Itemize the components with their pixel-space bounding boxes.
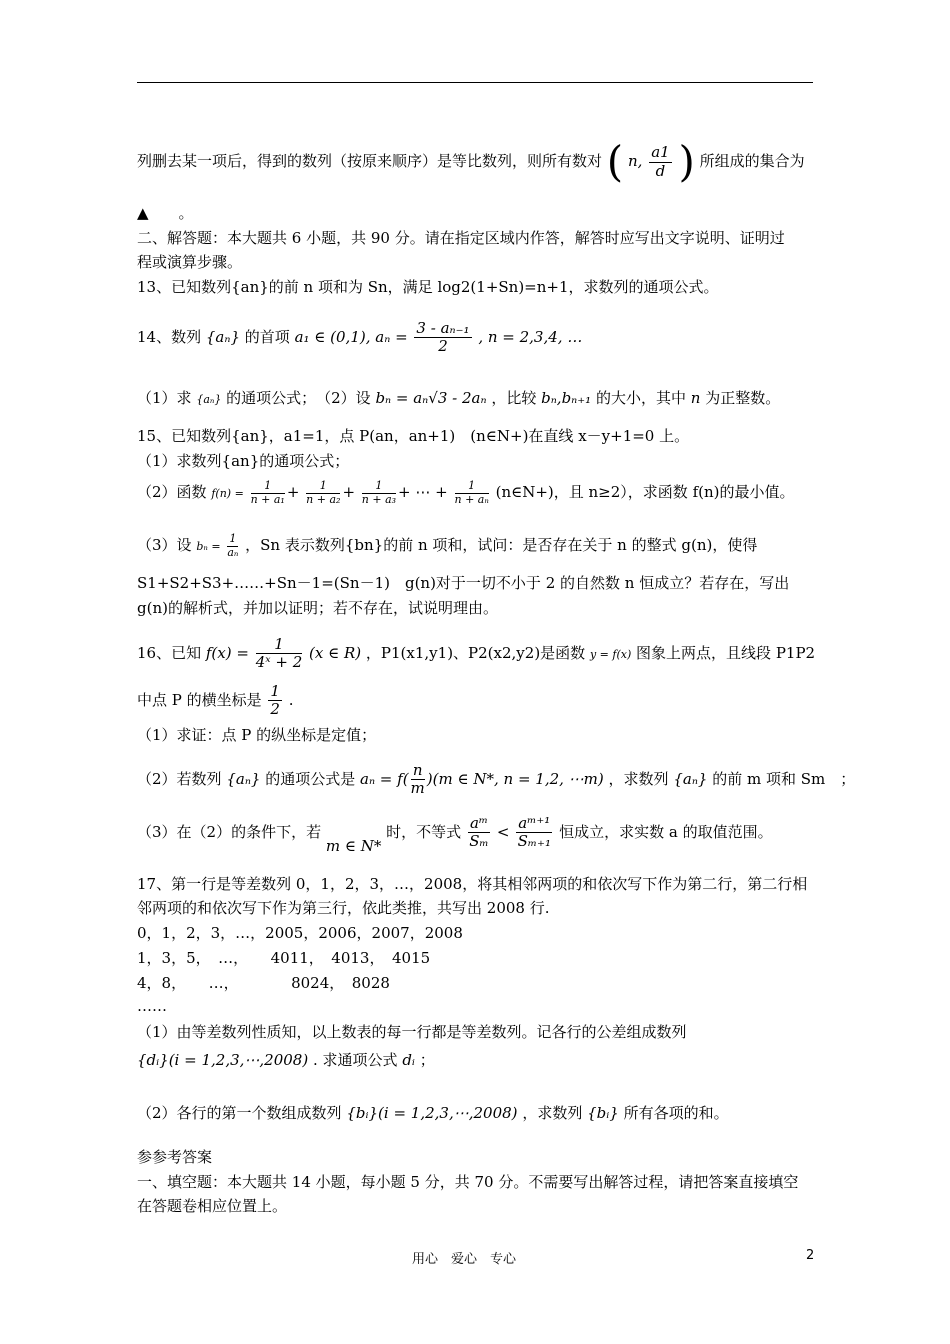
table-ellipsis: …… (137, 997, 167, 1015)
formula: a₁ ∈ (0,1), (294, 327, 371, 346)
problem-14-parts: （1）求 {aₙ} 的通项公式； （2）设 bₙ = aₙ√3 - 2aₙ ，比较 bₙ,bₙ₊₁ 的大小，其中 n 为正整数。 (137, 389, 781, 407)
problem-14: 14、数列 {aₙ} 的首项 a₁ ∈ (0,1), aₙ = $\frac{\text{3 - aₙ₋₁}}{2}$ , n = 2,3,4, … (137, 319, 583, 356)
formula: bₙ,bₙ₊₁ (541, 389, 592, 407)
line-20: 邻两项的和依次写下作为第三行，依此类推，共写出 2008 行. (137, 899, 550, 917)
line-26: {dᵢ}(i = 1,2,3,⋯,2008) . 求通项公式 dᵢ ； (137, 1051, 435, 1069)
header-rule (137, 82, 813, 83)
line-4: 程或演算步骤。 (137, 253, 243, 271)
formula: aₙ = (375, 327, 408, 346)
problem-16: 16、已知 f(x) = $\frac{1}{\text{4ˣ + 2}}$ (x ∈ R) ，P1(x1,y1)、P2(x2,y2)是函数 y = f(x) 图象上两点，且线段 P1P2 (137, 635, 816, 672)
formula: {aₙ} (205, 327, 240, 346)
formula: , n = 2,3,4, … (478, 327, 583, 346)
problem-16-1: （1）求证：点 P 的纵坐标是定值； (137, 726, 377, 744)
problem-17-1: （1）由等差数列性质知，以上数表的每一行都是等差数列。记各行的公差组成数列 (137, 1023, 687, 1041)
problem-13: 13、已知数列{an}的前 n 项和为 Sn，满足 log2(1+Sn)=n+1，求数列的通项公式。 (137, 278, 719, 296)
problem-16-2: （2）若数列 {aₙ} 的通项公式是 aₙ = f( $\frac{n}{m}$ )(m ∈ N*, n = 1,2, ⋯m) ，求数列 {aₙ} 的前 m 项和 Sm ； (137, 761, 856, 798)
page-number: 2 (806, 1248, 815, 1263)
problem-15-2: （2）函数 f(n) = $\frac{1}{\text{n + a₁}}$ + $\frac{1}{\text{n + a₂}}$ + $\frac{1}{\text{n + a₃}}$ + ⋯ + $\frac{1}{\text{n + aₙ}}$ (n∈N+)，且 n≥2），求函数 f(n)的最小值。 (137, 479, 795, 506)
recurrence-fraction: $\frac{\text{3 - aₙ₋₁}}{2}$ (416, 319, 470, 356)
text: 所组成的集合为 (699, 152, 805, 170)
problem-15: 15、已知数列{an}，a1=1，点 P(an，an+1) (n∈N+)在直线 x－y+1=0 上。 (137, 427, 690, 445)
problem-17-2: （2）各行的第一个数组成数列 {bᵢ}(i = 1,2,3,⋯,2008) ，求数列 {bᵢ} 所有各项的和。 (137, 1104, 729, 1122)
answers-heading: 参参考答案 (137, 1148, 213, 1166)
table-row-1: 0，1，2，3，…，2005，2006，2007，2008 (137, 924, 463, 942)
footer-text: 用心 爱心 专心 (412, 1252, 517, 1267)
line-1 (137, 137, 805, 186)
line-30: 在答题卷相应位置上。 (137, 1197, 288, 1215)
text: 列删去某一项后，得到的数列（按原来顺序）是等比数列，则所有数对 (137, 152, 603, 170)
line-13: g(n)的解析式，并加以证明；若不存在，试说明理由。 (137, 599, 498, 617)
problem-16-3: （3）在（2）的条件下，若 m ∈ N* 时，不等式 $\frac{\text{aᵐ}}{\text{Sₘ}}$ < $\frac{\text{aᵐ⁺¹}}{\text{Sₘ₊₁}}$ 恒成立，求实数 a 的取值范围。 (137, 814, 773, 855)
pair-formula: ( n, $\frac{a1}{d}$ ) (606, 137, 695, 186)
problem-15-3: （3）设 bₙ = $\frac{1}{\text{aₙ}}$ ，Sn 表示数列{bn}的前 n 项和，试问：是否存在关于 n 的整式 g(n)，使得 (137, 532, 758, 559)
line-3: 二、解答题：本大题共 6 小题，共 90 分。请在指定区域内作答，解答时应写出文字说明、证明过 (137, 229, 785, 247)
problem-17: 17、第一行是等差数列 0，1，2，3，…，2008，将其相邻两项的和依次写下作为第二行，第二行相 (137, 875, 808, 893)
problem-15-1: （1）求数列{an}的通项公式； (137, 452, 350, 470)
line-29: 一、填空题：本大题共 14 小题，每小题 5 分，共 70 分。不需要写出解答过程，请把答案直接填空 (137, 1173, 799, 1191)
table-row-3: 4，8， …， 8024， 8028 (137, 974, 390, 992)
line-12: S1+S2+S3+……+Sn－1=(Sn－1) g(n)对于一切不小于 2 的自然数 n 恒成立？若存在，写出 (137, 574, 790, 592)
line-2: ▲ 。 (137, 204, 194, 222)
line-15: 中点 P 的横坐标是 $\frac{1}{2}$ . (137, 682, 294, 719)
table-row-2: 1，3，5， …， 4011， 4013， 4015 (137, 949, 431, 967)
formula: bₙ = aₙ√3 - 2aₙ (375, 389, 487, 407)
